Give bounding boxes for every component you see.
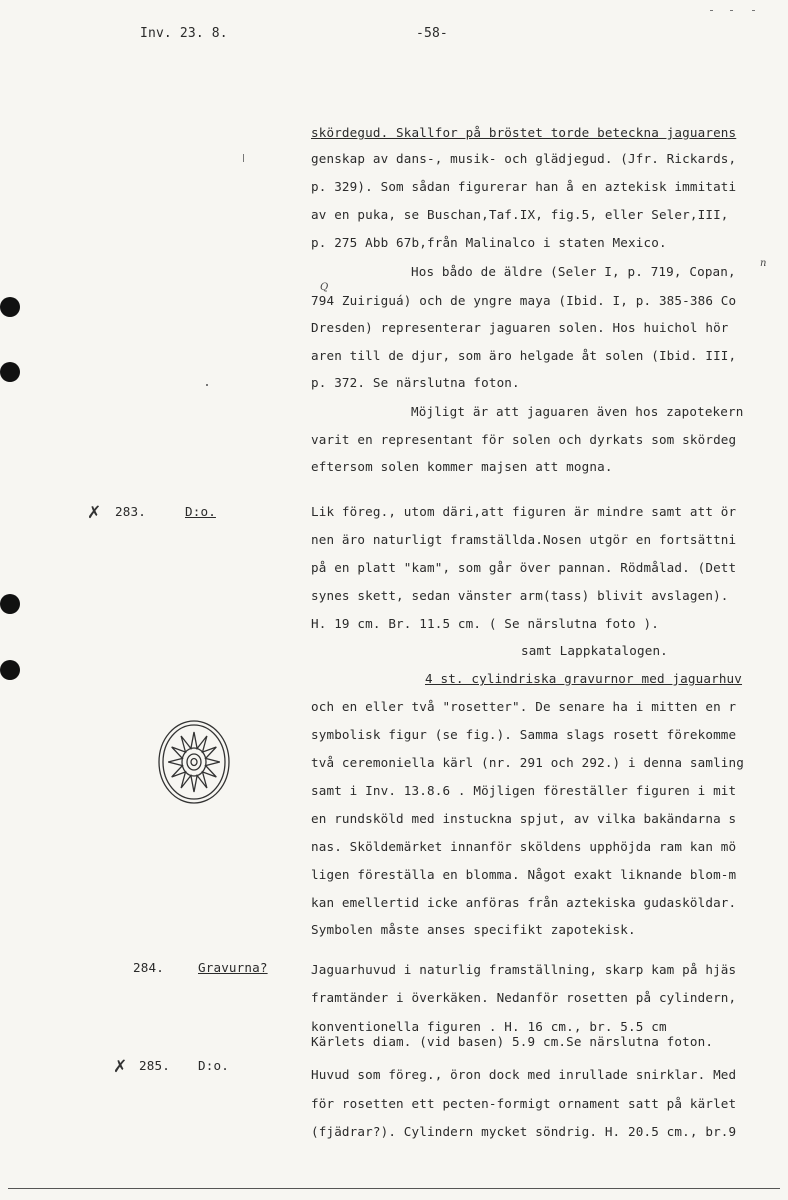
entry-number: 283. bbox=[115, 504, 146, 519]
body-line: Dresden) representerar jaguaren solen. Hos huichol hör bbox=[311, 320, 729, 335]
inventory-number: Inv. 23. 8. bbox=[140, 26, 228, 41]
body-line: av en puka, se Buschan,Taf.IX, fig.5, eller Seler,III, bbox=[311, 207, 729, 222]
body-line: Hos bådo de äldre (Seler I, p. 719, Copan, bbox=[411, 264, 736, 279]
entry-label: D:o. bbox=[185, 504, 216, 519]
body-line: nas. Sköldemärket innanför sköldens upphöjda ram kan mö bbox=[311, 839, 737, 854]
body-line: skördegud. Skallfor på bröstet torde beteckna jaguarens bbox=[311, 125, 737, 140]
stray-mark bbox=[730, 10, 733, 11]
body-line: nen äro naturligt framställda.Nosen utgör en fortsättni bbox=[311, 532, 737, 547]
body-line: för rosetten ett pecten-formigt ornament satt på kärlet bbox=[311, 1096, 737, 1111]
body-line: samt i Inv. 13.8.6 . Möjligen föreställer figuren i mit bbox=[311, 783, 737, 798]
body-line: 4 st. cylindriska gravurnor med jaguarhuv bbox=[425, 671, 743, 686]
body-line: ligen föreställa en blomma. Något exakt liknande blom-m bbox=[311, 867, 737, 882]
bottom-rule bbox=[8, 1188, 780, 1189]
body-line: varit en representant för solen och dyrkats som skördeg bbox=[311, 432, 737, 447]
body-line: 794 Zuiriguá) och de yngre maya (Ibid. I, p. 385-386 Co bbox=[311, 293, 737, 308]
body-line: p. 372. Se närslutna foton. bbox=[311, 375, 520, 390]
body-line: Huvud som föreg., öron dock med inrullade snirklar. Med bbox=[311, 1067, 737, 1082]
body-line: symbolisk figur (se fig.). Samma slags rosett förekomme bbox=[311, 727, 737, 742]
handwritten-insert-q: Q bbox=[320, 282, 329, 293]
body-line: p. 275 Abb 67b,från Malinalco i staten Mexico. bbox=[311, 235, 667, 250]
page-number: -58- bbox=[416, 26, 448, 41]
stray-mark bbox=[206, 384, 208, 386]
body-line: Jaguarhuvud i naturlig framställning, skarp kam på hjäs bbox=[311, 962, 737, 977]
body-line: och en eller två "rosetter". De senare ha i mitten en r bbox=[311, 699, 737, 714]
entry-number: 285. bbox=[139, 1058, 170, 1073]
binder-hole-1 bbox=[0, 297, 20, 317]
entry-label: D:o. bbox=[198, 1058, 229, 1073]
stray-mark bbox=[710, 10, 713, 11]
body-line: aren till de djur, som äro helgade åt solen (Ibid. III, bbox=[311, 348, 737, 363]
body-line: samt Lappkatalogen. bbox=[521, 643, 668, 658]
body-line: genskap av dans-, musik- och glädjegud. (Jfr. Rickards, bbox=[311, 151, 737, 166]
rosette-figure bbox=[154, 710, 234, 814]
check-mark: ✗ bbox=[113, 1057, 128, 1077]
rosette-star bbox=[168, 732, 220, 792]
body-line: på en platt "kam", som går över pannan. Rödmålad. (Dett bbox=[311, 560, 737, 575]
body-line: Symbolen måste anses specifikt zapotekisk. bbox=[311, 922, 636, 937]
body-line: Kärlets diam. (vid basen) 5.9 cm.Se närslutna foton. bbox=[311, 1034, 714, 1049]
stray-mark bbox=[752, 10, 755, 11]
body-line: två ceremoniella kärl (nr. 291 och 292.) i denna samling bbox=[311, 755, 744, 770]
body-line: konventionella figuren . H. 16 cm., br. 5.5 cm bbox=[311, 1019, 667, 1034]
body-line: framtänder i överkäken. Nedanför rosetten på cylindern, bbox=[311, 990, 737, 1005]
binder-hole-2 bbox=[0, 362, 20, 382]
body-line: Lik föreg., utom däri,att figuren är mindre samt att ör bbox=[311, 504, 737, 519]
body-line: eftersom solen kommer majsen att mogna. bbox=[311, 459, 613, 474]
check-mark: ✗ bbox=[87, 503, 102, 523]
body-line: H. 19 cm. Br. 11.5 cm. ( Se närslutna foto ). bbox=[311, 616, 659, 631]
body-line: p. 329). Som sådan figurerar han å en aztekisk immitati bbox=[311, 179, 737, 194]
stray-mark bbox=[243, 154, 244, 162]
body-line: (fjädrar?). Cylindern mycket söndrig. H. 20.5 cm., br.9 bbox=[311, 1124, 737, 1139]
body-line: kan emellertid icke anföras från aztekiska gudasköldar. bbox=[311, 895, 737, 910]
entry-label: Gravurna? bbox=[198, 960, 268, 975]
body-line: en rundsköld med instuckna spjut, av vilka bakändarna s bbox=[311, 811, 737, 826]
binder-hole-3 bbox=[0, 594, 20, 614]
handwritten-insert-n: n bbox=[760, 258, 767, 269]
entry-number: 284. bbox=[133, 960, 164, 975]
body-line: synes skett, sedan vänster arm(tass) blivit avslagen). bbox=[311, 588, 729, 603]
binder-hole-4 bbox=[0, 660, 20, 680]
body-line: Möjligt är att jaguaren även hos zapotekern bbox=[411, 404, 744, 419]
